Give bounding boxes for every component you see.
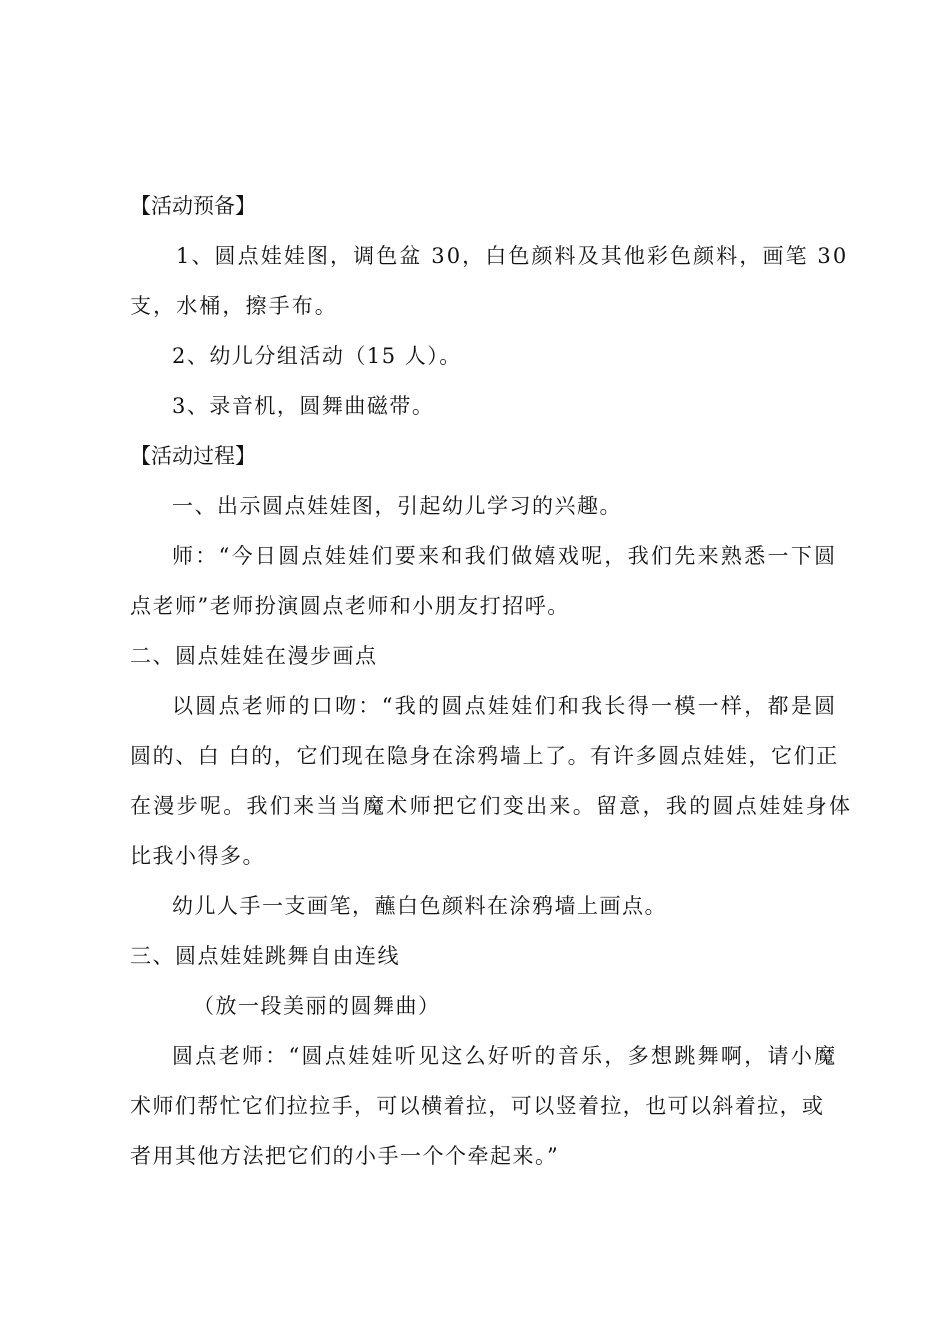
- step-3-paragraph-line-1: 圆点老师：“圆点娃娃听见这么好听的音乐，多想跳舞啊，请小魔: [172, 1044, 838, 1068]
- section-heading-preparation: 【活动预备】: [130, 194, 256, 218]
- section-heading-process: 【活动过程】: [130, 444, 256, 468]
- step-2-paragraph-line-3: 在漫步呢。我们来当当魔术师把它们变出来。留意，我的圆点娃娃身体: [130, 794, 853, 818]
- step-2-paragraph-line-4: 比我小得多。: [130, 844, 265, 868]
- step-3-paragraph-line-3: 者用其他方法把它们的小手一个个牵起来。”: [130, 1144, 560, 1168]
- step-3-title: 三、圆点娃娃跳舞自由连线: [130, 944, 400, 968]
- prep-item-3: 3、录音机，圆舞曲磁带。: [172, 394, 435, 418]
- step-2-paragraph-2: 幼儿人手一支画笔，蘸白色颜料在涂鸦墙上画点。: [172, 894, 667, 918]
- prep-item-1-line-1: 1、圆点娃娃图，调色盆 30，白色颜料及其他彩色颜料，画笔 30: [176, 244, 849, 268]
- step-3-paragraph-line-2: 术师们帮忙它们拉拉手，可以横着拉，可以竖着拉，也可以斜着拉，或: [130, 1094, 825, 1118]
- step-2-paragraph-line-2: 圆的、白 白的，它们现在隐身在涂鸦墙上了。有许多圆点娃娃，它们正: [130, 744, 839, 768]
- prep-item-1-line-2: 支，水桶，擦手布。: [130, 294, 338, 318]
- step-1-title: 一、出示圆点娃娃图，引起幼儿学习的兴趣。: [172, 494, 622, 518]
- prep-item-2: 2、幼儿分组活动（15 人）。: [172, 344, 462, 368]
- step-2-paragraph-line-1: 以圆点老师的口吻：“我的圆点娃娃们和我长得一模一样，都是圆: [172, 694, 838, 718]
- step-2-title: 二、圆点娃娃在漫步画点: [130, 644, 378, 668]
- step-1-paragraph-line-1: 师：“今日圆点娃娃们要来和我们做嬉戏呢，我们先来熟悉一下圆: [172, 544, 838, 568]
- step-3-note: （放一段美丽的圆舞曲）: [193, 994, 441, 1018]
- step-1-paragraph-line-2: 点老师”老师扮演圆点老师和小朋友打招呼。: [130, 594, 570, 618]
